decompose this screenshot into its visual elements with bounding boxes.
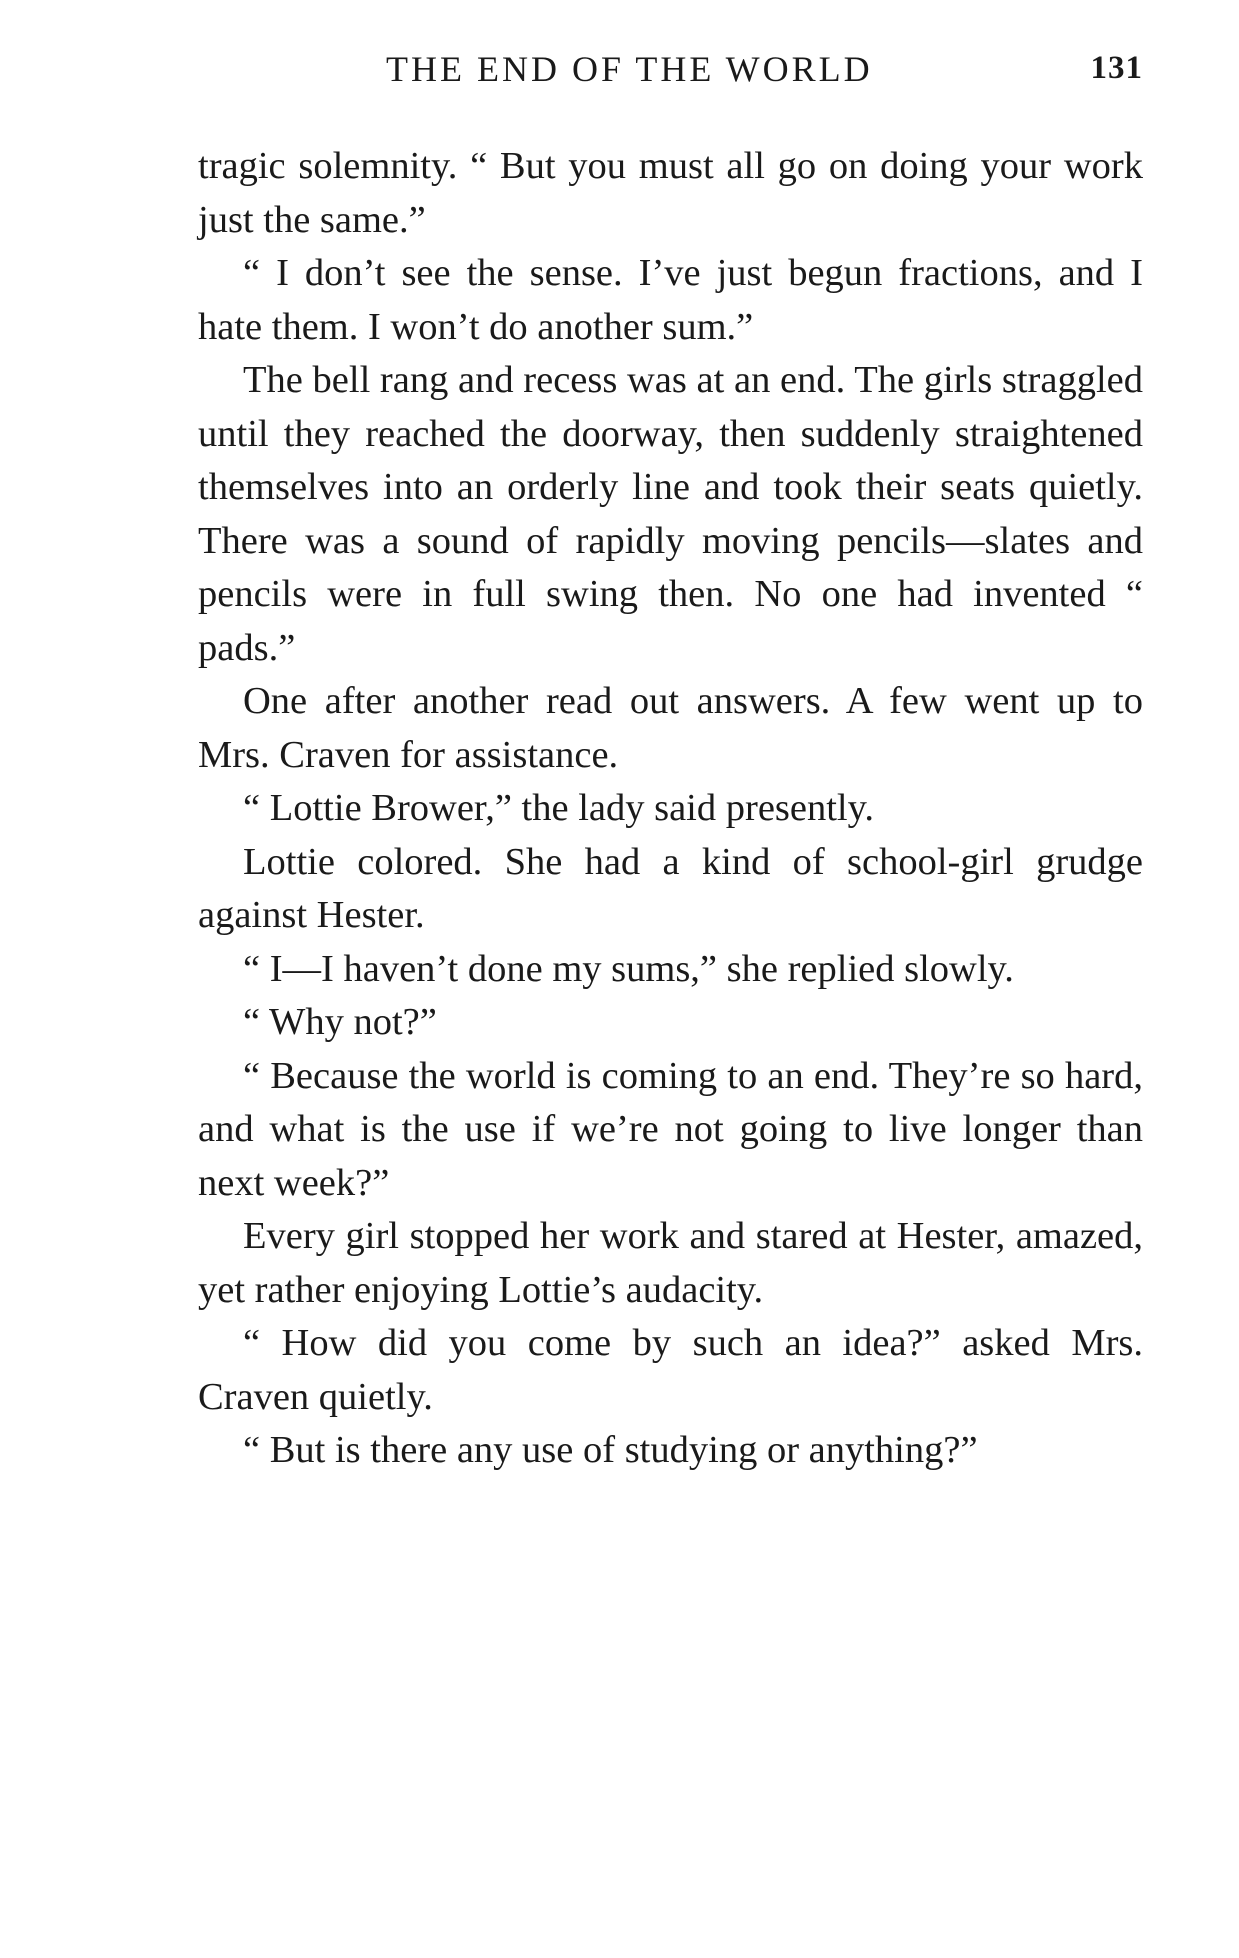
paragraph: “ Because the world is coming to an end. They’re so hard, and what is the use if we’re not going to live longer than next week?” xyxy=(198,1054,1143,1204)
paragraph: “ But is there any use of studying or anything?” xyxy=(243,1429,978,1471)
page-number: 131 xyxy=(1090,50,1143,86)
paragraph: Lottie colored. She had a kind of school-girl grudge against Hester. xyxy=(198,840,1143,936)
paragraph: tragic solemnity. “ But you must all go on doing your work just the same.” xyxy=(198,145,1143,241)
paragraph: “ How did you come by such an idea?” asked Mrs. Craven quietly. xyxy=(198,1322,1143,1418)
running-title: THE END OF THE WORLD xyxy=(386,49,873,89)
paragraph: “ Lottie Brower,” the lady said presently. xyxy=(243,787,875,829)
page-header xyxy=(198,48,1143,98)
paragraph: Every girl stopped her work and stared at Hester, amazed, yet rather enjoying Lottie’s audacity. xyxy=(198,1215,1143,1311)
paragraph: One after another read out answers. A few went up to Mrs. Craven for assistance. xyxy=(198,680,1143,776)
paragraph: “ Why not?” xyxy=(243,1001,437,1043)
paragraph: “ I don’t see the sense. I’ve just begun fractions, and I hate them. I won’t do another sum.” xyxy=(198,252,1143,348)
paragraph: The bell rang and recess was at an end. The girls straggled until they reached the doorway, then suddenly straightened themselves into an orderly line and took their seats quietly. There was a sound of rapidly moving pencils—slates and pencils were in full swing then. No one had invented “ pads.” xyxy=(198,359,1143,669)
paragraph: “ I—I haven’t done my sums,” she replied slowly. xyxy=(243,947,1014,990)
body-text xyxy=(198,140,1143,1478)
